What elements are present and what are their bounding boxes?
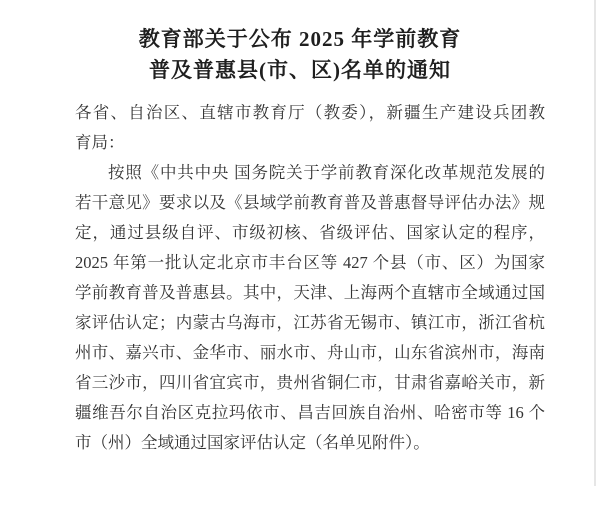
body-line: 家评估认定；内蒙古乌海市，江苏省无锡市、镇江市，浙江省杭 xyxy=(75,313,545,332)
title-line-2: 普及普惠县(市、区)名单的通知 xyxy=(149,58,451,82)
body-line: 定，通过县级自评、市级初核、省级评估、国家认定的程序， xyxy=(75,223,545,242)
body-line: 若干意见》要求以及《县域学前教育普及普惠督导评估办法》规 xyxy=(75,193,545,212)
body-line: 省三沙市，四川省宜宾市，贵州省铜仁市，甘肃省嘉峪关市，新 xyxy=(75,373,545,392)
body-line-salutation: 各省、自治区、直辖市教育厅（教委），新疆生产建设兵团教 xyxy=(75,103,545,122)
scan-edge-line xyxy=(594,0,596,486)
body-line: 疆维吾尔自治区克拉玛依市、昌吉回族自治州、哈密市等 16 个 xyxy=(75,403,545,422)
body-line-last: 市（州）全域通过国家评估认定（名单见附件）。 xyxy=(75,433,430,452)
body-line: 按照《中共中央 国务院关于学前教育深化改革规范发展的 xyxy=(108,163,545,182)
document-title xyxy=(0,0,600,86)
document-body xyxy=(75,98,545,458)
body-line: 学前教育普及普惠县。其中，天津、上海两个直辖市全域通过国 xyxy=(75,283,545,302)
body-line: 2025 年第一批认定北京市丰台区等 427 个县（市、区）为国家 xyxy=(75,253,545,272)
body-line-salutation-end: 育局： xyxy=(75,133,125,152)
title-line-1: 教育部关于公布 2025 年学前教育 xyxy=(138,27,462,51)
body-line: 州市、嘉兴市、金华市、丽水市、舟山市，山东省滨州市，海南 xyxy=(75,343,545,362)
